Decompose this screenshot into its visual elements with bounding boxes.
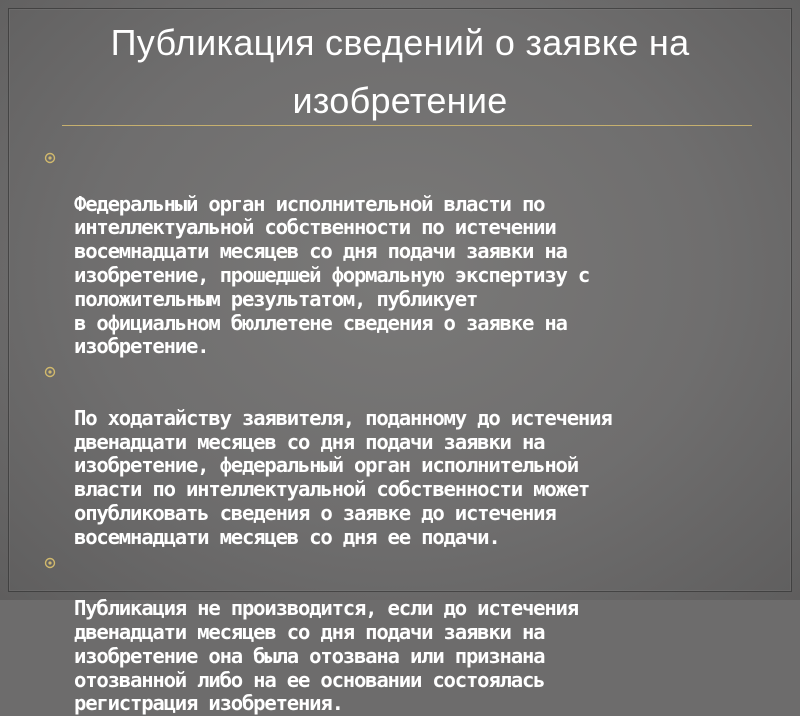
circle-bullet-icon	[44, 557, 56, 569]
bullet-item-1	[40, 145, 760, 359]
bullet-item-3	[40, 550, 760, 716]
bullet-text-1: Федеральный орган исполнительной власти по интеллектуальной собственности по истечении восемнадцати месяцев со дня подачи заявки на изобретение, прошедшей формальную экспертизу с положительным результатом, публикует в официальном бюллетене сведения о заявке на изобретение.	[74, 191, 590, 359]
bullet-item-2	[40, 359, 760, 549]
circle-bullet-icon	[44, 366, 56, 378]
circle-bullet-icon	[44, 152, 56, 164]
title-divider	[62, 125, 752, 126]
slide-title: Публикация сведений о заявке на изобретение	[110, 22, 690, 121]
bullet-text-3: Публикация не производится, если до истечения двенадцати месяцев со дня подачи заявки на изобретение она была отозвана или признана отозванной либо на ее основании состоялась регистрация изобретения.	[74, 596, 578, 716]
bullet-text-2: По ходатайству заявителя, поданному до истечения двенадцати месяцев со дня подачи заявки на изобретение, федеральный орган исполнительной власти по интеллектуальной собственности может опубликовать сведения о заявке до истечения восемнадцати месяцев со дня ее подачи.	[74, 405, 612, 549]
bullet-list	[40, 145, 760, 716]
